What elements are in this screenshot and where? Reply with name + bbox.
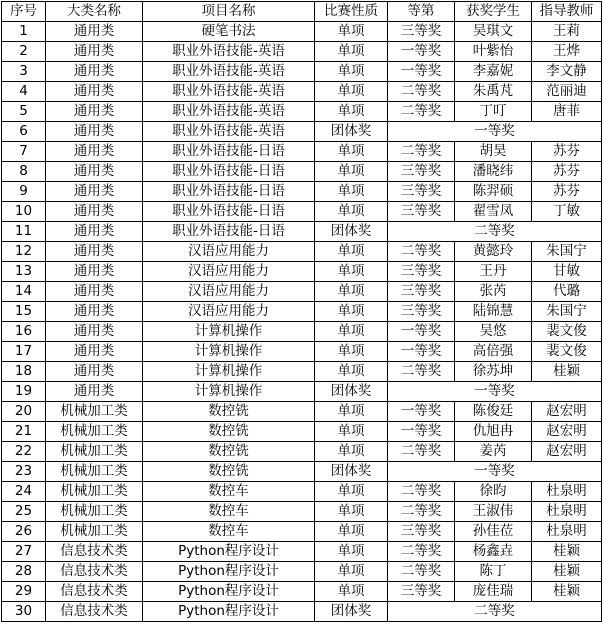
cell-project: 职业外语技能-英语 [143, 82, 315, 102]
table-row [2, 322, 602, 342]
cell-category: 通用类 [46, 262, 143, 282]
cell-category: 信息技术类 [46, 542, 143, 562]
cell-project: Python程序设计 [143, 582, 315, 602]
cell-teacher: 王烨 [532, 42, 602, 62]
table-row [2, 262, 602, 282]
cell-category: 通用类 [46, 162, 143, 182]
cell-type: 单项 [315, 182, 388, 202]
cell-grade: 二等奖 [388, 502, 455, 522]
cell-no: 14 [2, 282, 46, 302]
cell-category: 通用类 [46, 222, 143, 242]
table-body [2, 22, 602, 622]
cell-student: 仇旭冉 [455, 422, 532, 442]
cell-team-grade: 一等奖 [388, 382, 602, 402]
cell-grade: 二等奖 [388, 562, 455, 582]
cell-student: 黄懿玲 [455, 242, 532, 262]
cell-student: 徐昀 [455, 482, 532, 502]
cell-no: 25 [2, 502, 46, 522]
table-row [2, 402, 602, 422]
cell-teacher: 桂颖 [532, 362, 602, 382]
cell-no: 6 [2, 122, 46, 142]
cell-type: 单项 [315, 542, 388, 562]
cell-student: 陈丁 [455, 562, 532, 582]
cell-category: 信息技术类 [46, 562, 143, 582]
cell-student: 庞佳瑞 [455, 582, 532, 602]
cell-category: 机械加工类 [46, 462, 143, 482]
cell-project: 数控铣 [143, 462, 315, 482]
cell-grade: 三等奖 [388, 302, 455, 322]
cell-no: 1 [2, 22, 46, 42]
cell-student: 吴悠 [455, 322, 532, 342]
cell-category: 通用类 [46, 362, 143, 382]
cell-teacher: 杜泉明 [532, 502, 602, 522]
cell-project: 计算机操作 [143, 322, 315, 342]
cell-type: 单项 [315, 142, 388, 162]
cell-type: 单项 [315, 582, 388, 602]
cell-category: 信息技术类 [46, 582, 143, 602]
cell-teacher: 丁敏 [532, 202, 602, 222]
header-row [2, 2, 602, 22]
table-row [2, 382, 602, 402]
cell-type: 单项 [315, 422, 388, 442]
cell-no: 29 [2, 582, 46, 602]
cell-category: 信息技术类 [46, 602, 143, 622]
cell-grade: 三等奖 [388, 202, 455, 222]
table-row [2, 202, 602, 222]
cell-no: 7 [2, 142, 46, 162]
cell-type: 单项 [315, 322, 388, 342]
cell-no: 22 [2, 442, 46, 462]
cell-type: 单项 [315, 482, 388, 502]
header-type: 比赛性质 [315, 2, 388, 22]
table-row [2, 142, 602, 162]
cell-student: 胡昊 [455, 142, 532, 162]
cell-no: 13 [2, 262, 46, 282]
cell-grade: 二等奖 [388, 142, 455, 162]
cell-category: 通用类 [46, 22, 143, 42]
cell-type: 单项 [315, 242, 388, 262]
cell-teacher: 桂颖 [532, 582, 602, 602]
cell-project: 职业外语技能-英语 [143, 62, 315, 82]
cell-no: 24 [2, 482, 46, 502]
cell-project: 职业外语技能-日语 [143, 182, 315, 202]
cell-teacher: 杜泉明 [532, 522, 602, 542]
cell-grade: 三等奖 [388, 582, 455, 602]
cell-grade: 三等奖 [388, 522, 455, 542]
cell-project: 数控铣 [143, 402, 315, 422]
cell-no: 10 [2, 202, 46, 222]
cell-teacher: 苏芬 [532, 182, 602, 202]
cell-grade: 一等奖 [388, 422, 455, 442]
cell-no: 11 [2, 222, 46, 242]
header-project: 项目名称 [143, 2, 315, 22]
cell-grade: 二等奖 [388, 242, 455, 262]
cell-category: 通用类 [46, 182, 143, 202]
cell-grade: 二等奖 [388, 362, 455, 382]
cell-no: 16 [2, 322, 46, 342]
cell-category: 通用类 [46, 382, 143, 402]
table-row [2, 462, 602, 482]
cell-project: 数控车 [143, 502, 315, 522]
cell-no: 27 [2, 542, 46, 562]
cell-student: 陈俊廷 [455, 402, 532, 422]
header-teacher: 指导教师 [532, 2, 602, 22]
cell-grade: 二等奖 [388, 442, 455, 462]
cell-student: 陆锦慧 [455, 302, 532, 322]
cell-no: 2 [2, 42, 46, 62]
table-row [2, 562, 602, 582]
cell-no: 3 [2, 62, 46, 82]
table-row [2, 542, 602, 562]
cell-project: 计算机操作 [143, 362, 315, 382]
header-no: 序号 [2, 2, 46, 22]
cell-no: 18 [2, 362, 46, 382]
table-row [2, 602, 602, 622]
table-row [2, 42, 602, 62]
header-grade: 等第 [388, 2, 455, 22]
cell-no: 4 [2, 82, 46, 102]
cell-project: 职业外语技能-日语 [143, 202, 315, 222]
cell-type: 团体奖 [315, 222, 388, 242]
cell-category: 机械加工类 [46, 502, 143, 522]
cell-type: 团体奖 [315, 462, 388, 482]
cell-project: Python程序设计 [143, 602, 315, 622]
table-row [2, 22, 602, 42]
cell-project: 数控车 [143, 522, 315, 542]
cell-teacher: 裴文俊 [532, 322, 602, 342]
cell-type: 单项 [315, 562, 388, 582]
cell-grade: 三等奖 [388, 262, 455, 282]
cell-category: 通用类 [46, 202, 143, 222]
cell-student: 吴琪文 [455, 22, 532, 42]
cell-type: 单项 [315, 262, 388, 282]
cell-student: 高倍强 [455, 342, 532, 362]
header-student: 获奖学生 [455, 2, 532, 22]
table-row [2, 522, 602, 542]
cell-category: 通用类 [46, 62, 143, 82]
cell-type: 单项 [315, 402, 388, 422]
cell-type: 单项 [315, 282, 388, 302]
cell-project: 计算机操作 [143, 382, 315, 402]
cell-teacher: 朱国宁 [532, 302, 602, 322]
cell-teacher: 苏芬 [532, 162, 602, 182]
cell-project: 计算机操作 [143, 342, 315, 362]
cell-project: 硬笔书法 [143, 22, 315, 42]
cell-project: Python程序设计 [143, 562, 315, 582]
cell-no: 5 [2, 102, 46, 122]
cell-teacher: 赵宏明 [532, 442, 602, 462]
cell-project: 职业外语技能-日语 [143, 222, 315, 242]
cell-type: 单项 [315, 82, 388, 102]
cell-teacher: 桂颖 [532, 562, 602, 582]
cell-teacher: 代璐 [532, 282, 602, 302]
cell-type: 单项 [315, 162, 388, 182]
table-row [2, 362, 602, 382]
cell-teacher: 赵宏明 [532, 422, 602, 442]
cell-teacher: 赵宏明 [532, 402, 602, 422]
cell-type: 单项 [315, 442, 388, 462]
cell-teacher: 范丽迪 [532, 82, 602, 102]
cell-project: 汉语应用能力 [143, 302, 315, 322]
cell-team-grade: 二等奖 [388, 222, 602, 242]
table-row [2, 122, 602, 142]
cell-category: 通用类 [46, 302, 143, 322]
cell-teacher: 唐菲 [532, 102, 602, 122]
table-row [2, 582, 602, 602]
cell-teacher: 裴文俊 [532, 342, 602, 362]
cell-student: 孙佳莅 [455, 522, 532, 542]
cell-student: 朱禹芃 [455, 82, 532, 102]
cell-category: 通用类 [46, 282, 143, 302]
table-row [2, 502, 602, 522]
cell-project: 数控铣 [143, 442, 315, 462]
cell-type: 单项 [315, 522, 388, 542]
cell-type: 单项 [315, 342, 388, 362]
cell-category: 机械加工类 [46, 442, 143, 462]
table-row [2, 182, 602, 202]
cell-team-grade: 一等奖 [388, 122, 602, 142]
cell-project: 职业外语技能-日语 [143, 162, 315, 182]
cell-no: 15 [2, 302, 46, 322]
cell-student: 翟雪凤 [455, 202, 532, 222]
cell-student: 潘晓纬 [455, 162, 532, 182]
cell-grade: 三等奖 [388, 22, 455, 42]
cell-student: 丁叮 [455, 102, 532, 122]
table-row [2, 62, 602, 82]
table-row [2, 442, 602, 462]
cell-type: 单项 [315, 202, 388, 222]
cell-teacher: 王莉 [532, 22, 602, 42]
cell-project: 职业外语技能-英语 [143, 122, 315, 142]
cell-no: 19 [2, 382, 46, 402]
cell-category: 机械加工类 [46, 422, 143, 442]
cell-no: 23 [2, 462, 46, 482]
cell-student: 叶紫怡 [455, 42, 532, 62]
cell-grade: 一等奖 [388, 322, 455, 342]
cell-type: 单项 [315, 502, 388, 522]
cell-category: 机械加工类 [46, 402, 143, 422]
cell-project: 职业外语技能-英语 [143, 102, 315, 122]
cell-category: 通用类 [46, 82, 143, 102]
cell-teacher: 甘敏 [532, 262, 602, 282]
table-row [2, 82, 602, 102]
cell-type: 单项 [315, 42, 388, 62]
cell-project: 数控车 [143, 482, 315, 502]
cell-no: 26 [2, 522, 46, 542]
cell-grade: 一等奖 [388, 342, 455, 362]
cell-team-grade: 二等奖 [388, 602, 602, 622]
cell-type: 单项 [315, 362, 388, 382]
cell-grade: 三等奖 [388, 162, 455, 182]
cell-category: 通用类 [46, 242, 143, 262]
table-row [2, 302, 602, 322]
table-row [2, 102, 602, 122]
cell-teacher: 朱国宁 [532, 242, 602, 262]
cell-no: 30 [2, 602, 46, 622]
cell-type: 单项 [315, 22, 388, 42]
cell-project: Python程序设计 [143, 542, 315, 562]
cell-type: 单项 [315, 102, 388, 122]
cell-grade: 一等奖 [388, 62, 455, 82]
cell-no: 9 [2, 182, 46, 202]
cell-teacher: 苏芬 [532, 142, 602, 162]
cell-type: 单项 [315, 302, 388, 322]
cell-category: 通用类 [46, 102, 143, 122]
cell-student: 李嘉妮 [455, 62, 532, 82]
table-row [2, 422, 602, 442]
cell-project: 职业外语技能-英语 [143, 42, 315, 62]
cell-student: 杨鑫垚 [455, 542, 532, 562]
table-row [2, 222, 602, 242]
table-header [2, 2, 602, 22]
cell-student: 陈羿硕 [455, 182, 532, 202]
cell-project: 汉语应用能力 [143, 282, 315, 302]
cell-category: 通用类 [46, 142, 143, 162]
cell-grade: 一等奖 [388, 402, 455, 422]
cell-type: 团体奖 [315, 602, 388, 622]
cell-type: 单项 [315, 62, 388, 82]
cell-student: 徐苏坤 [455, 362, 532, 382]
cell-student: 王丹 [455, 262, 532, 282]
cell-project: 汉语应用能力 [143, 242, 315, 262]
cell-project: 汉语应用能力 [143, 262, 315, 282]
table-row [2, 162, 602, 182]
cell-project: 职业外语技能-日语 [143, 142, 315, 162]
cell-team-grade: 一等奖 [388, 462, 602, 482]
cell-project: 数控铣 [143, 422, 315, 442]
cell-grade: 二等奖 [388, 542, 455, 562]
cell-no: 12 [2, 242, 46, 262]
cell-student: 张芮 [455, 282, 532, 302]
cell-type: 团体奖 [315, 382, 388, 402]
cell-category: 通用类 [46, 342, 143, 362]
table-row [2, 482, 602, 502]
awards-table [1, 1, 602, 622]
table-row [2, 282, 602, 302]
cell-category: 通用类 [46, 42, 143, 62]
cell-grade: 三等奖 [388, 182, 455, 202]
cell-type: 团体奖 [315, 122, 388, 142]
cell-grade: 二等奖 [388, 102, 455, 122]
cell-grade: 二等奖 [388, 482, 455, 502]
header-category: 大类名称 [46, 2, 143, 22]
cell-teacher: 李文静 [532, 62, 602, 82]
table-row [2, 342, 602, 362]
cell-no: 8 [2, 162, 46, 182]
cell-category: 机械加工类 [46, 482, 143, 502]
cell-category: 通用类 [46, 122, 143, 142]
cell-no: 17 [2, 342, 46, 362]
cell-teacher: 杜泉明 [532, 482, 602, 502]
cell-grade: 一等奖 [388, 42, 455, 62]
cell-teacher: 桂颖 [532, 542, 602, 562]
cell-grade: 二等奖 [388, 82, 455, 102]
cell-no: 20 [2, 402, 46, 422]
cell-student: 王淑伟 [455, 502, 532, 522]
cell-category: 机械加工类 [46, 522, 143, 542]
cell-student: 姜芮 [455, 442, 532, 462]
cell-grade: 三等奖 [388, 282, 455, 302]
cell-no: 21 [2, 422, 46, 442]
cell-category: 通用类 [46, 322, 143, 342]
cell-no: 28 [2, 562, 46, 582]
table-row [2, 242, 602, 262]
